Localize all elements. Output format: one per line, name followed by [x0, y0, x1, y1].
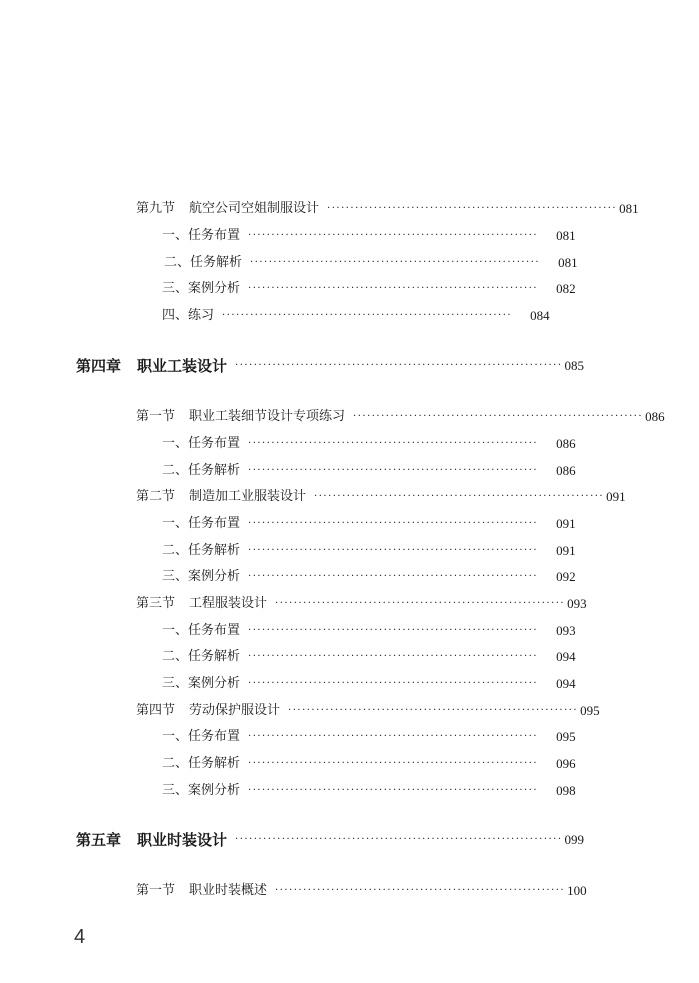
toc-section-entry[interactable] — [136, 201, 639, 217]
page-ref: 091 — [556, 543, 576, 558]
item-label: 一、任务布置 — [162, 623, 241, 638]
section-label: 第九节 航空公司空姐制服设计 — [136, 201, 320, 216]
dot-leader: ······························································ — [248, 651, 539, 662]
page-ref: 082 — [556, 281, 576, 296]
dot-leader: ······························································ — [275, 598, 566, 609]
item-label: 二、任务解析 — [162, 756, 241, 771]
page-ref: 086 — [556, 463, 576, 478]
page-ref: 091 — [606, 489, 626, 504]
toc-item-entry[interactable] — [162, 623, 576, 639]
dot-leader: ······························································ — [248, 230, 539, 241]
item-label: 三、案例分析 — [162, 783, 241, 798]
item-label: 三、案例分析 — [162, 676, 241, 691]
item-label: 一、任务布置 — [162, 516, 241, 531]
toc-chapter-entry[interactable] — [76, 830, 585, 850]
page-ref: 093 — [567, 596, 587, 611]
dot-leader: ······························································ — [248, 545, 539, 556]
chapter-label: 第四章 职业工装设计 — [76, 357, 228, 375]
page-ref: 093 — [556, 623, 576, 638]
toc-item-entry[interactable] — [162, 228, 576, 244]
page-ref: 085 — [564, 358, 585, 373]
page-ref: 086 — [556, 436, 576, 451]
item-label: 一、任务布置 — [162, 729, 241, 744]
page-ref: 099 — [564, 832, 585, 847]
dot-leader: ······························································ — [248, 758, 539, 769]
page-ref: 091 — [556, 516, 576, 531]
page-ref: 084 — [530, 308, 550, 323]
toc-section-entry[interactable] — [136, 489, 626, 505]
toc-section-entry[interactable] — [136, 596, 587, 612]
page-ref: 100 — [567, 883, 587, 898]
toc-item-entry[interactable] — [162, 783, 576, 799]
section-label: 第一节 职业时装概述 — [136, 883, 268, 898]
item-label: 二、任务解析 — [164, 255, 243, 270]
section-label: 第三节 工程服装设计 — [136, 596, 268, 611]
dot-leader: ······························································ — [327, 203, 618, 214]
toc-item-entry[interactable] — [162, 676, 576, 692]
item-label: 一、任务布置 — [162, 436, 241, 451]
toc-item-entry[interactable] — [162, 516, 576, 532]
toc-item-entry[interactable] — [162, 308, 550, 324]
toc-item-entry[interactable] — [162, 729, 576, 745]
dot-leader: ······························································ — [275, 885, 566, 896]
dot-leader: ······························································ — [248, 731, 539, 742]
page-ref: 081 — [556, 228, 576, 243]
page-ref: 086 — [645, 409, 665, 424]
toc-item-entry[interactable] — [162, 649, 576, 665]
dot-leader: ······························································ — [314, 491, 605, 502]
dot-leader: ······························································ — [222, 310, 513, 321]
toc-section-entry[interactable] — [136, 703, 600, 719]
dot-leader: ······································································ — [235, 834, 563, 845]
section-label: 第四节 劳动保护服设计 — [136, 703, 281, 718]
dot-leader: ······························································ — [353, 411, 644, 422]
dot-leader: ······························································ — [248, 465, 539, 476]
item-label: 二、任务解析 — [162, 543, 241, 558]
chapter-label: 第五章 职业时装设计 — [76, 831, 228, 849]
item-label: 三、案例分析 — [162, 569, 241, 584]
toc-section-entry[interactable] — [136, 883, 587, 899]
page-ref: 096 — [556, 756, 576, 771]
dot-leader: ······························································ — [248, 283, 539, 294]
toc-section-entry[interactable] — [136, 409, 665, 425]
toc-item-entry[interactable] — [162, 436, 576, 452]
dot-leader: ······························································ — [248, 438, 539, 449]
dot-leader: ······························································ — [248, 785, 539, 796]
page-ref: 081 — [558, 255, 578, 270]
toc-item-entry[interactable] — [162, 756, 576, 772]
toc-item-entry[interactable] — [162, 543, 576, 559]
page-ref: 094 — [556, 676, 576, 691]
page-ref: 094 — [556, 649, 576, 664]
dot-leader: ······························································ — [248, 518, 539, 529]
page-ref: 098 — [556, 783, 576, 798]
dot-leader: ······························································ — [250, 257, 541, 268]
section-label: 第一节 职业工装细节设计专项练习 — [136, 409, 346, 424]
item-label: 一、任务布置 — [162, 228, 241, 243]
page-ref: 095 — [580, 703, 600, 718]
item-label: 三、案例分析 — [162, 281, 241, 296]
item-label: 二、任务解析 — [162, 463, 241, 478]
dot-leader: ······························································ — [248, 571, 539, 582]
toc-item-entry[interactable] — [162, 569, 576, 585]
item-label: 四、练习 — [162, 308, 215, 323]
page-ref: 095 — [556, 729, 576, 744]
toc-item-entry[interactable] — [162, 463, 576, 479]
dot-leader: ······································································ — [235, 360, 563, 371]
toc-item-entry[interactable] — [164, 255, 578, 271]
toc-chapter-entry[interactable] — [76, 356, 585, 376]
section-label: 第二节 制造加工业服装设计 — [136, 489, 307, 504]
item-label: 二、任务解析 — [162, 649, 241, 664]
page-ref: 092 — [556, 569, 576, 584]
dot-leader: ······························································ — [248, 678, 539, 689]
toc-item-entry[interactable] — [162, 281, 576, 297]
dot-leader: ······························································ — [248, 625, 539, 636]
page-number: 4 — [74, 926, 86, 948]
page-ref: 081 — [619, 201, 639, 216]
dot-leader: ······························································ — [288, 705, 579, 716]
